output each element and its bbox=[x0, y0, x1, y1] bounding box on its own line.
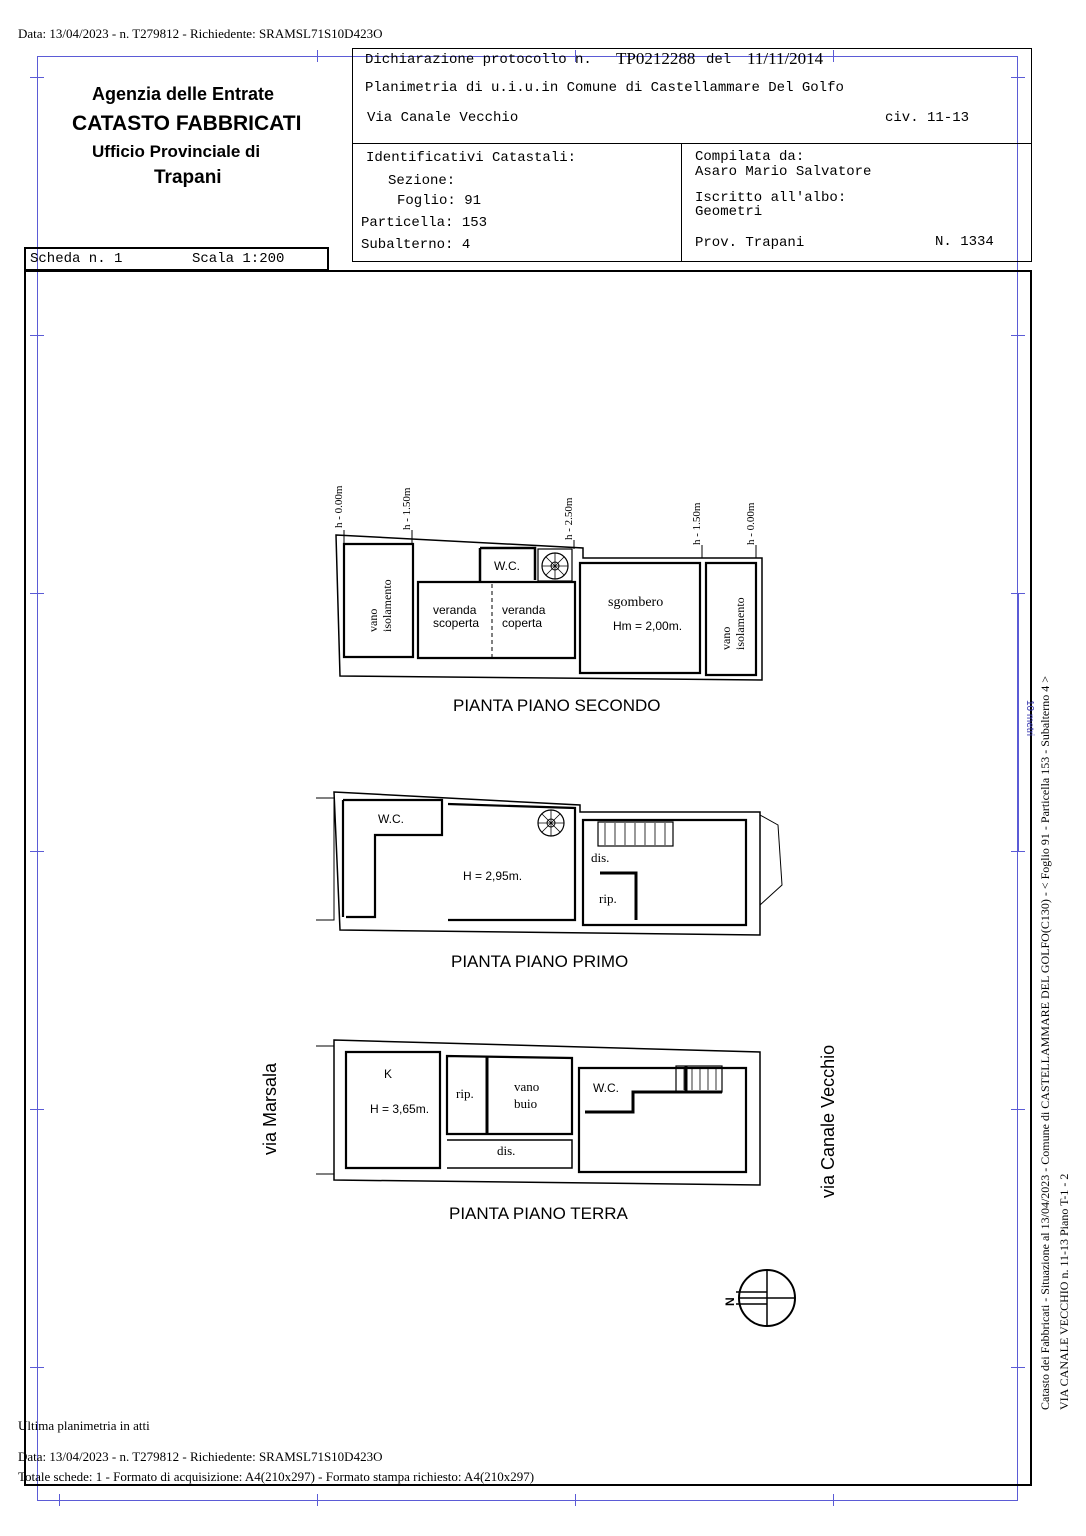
compiler-name: Asaro Mario Salvatore bbox=[695, 164, 872, 180]
side-info-line2: VIA CANALE VECCHIO n. 11-13 Piano T-1 - 2 bbox=[1057, 1173, 1071, 1410]
room-label: coperta bbox=[502, 616, 543, 630]
plan-title-primo: PIANTA PIANO PRIMO bbox=[451, 952, 629, 971]
sezione: Sezione: bbox=[388, 173, 456, 189]
room-label: rip. bbox=[456, 1086, 474, 1101]
compiled-label: Compilata da: bbox=[695, 149, 805, 165]
room-label: W.C. bbox=[494, 559, 520, 573]
register-number: N. 1334 bbox=[935, 234, 994, 250]
particella: Particella: 153 bbox=[361, 215, 488, 231]
plan-secondo-walls bbox=[336, 530, 762, 680]
declaration-label: Dichiarazione protocollo n. bbox=[365, 52, 592, 68]
scale-bar-label: 10 metri bbox=[1024, 700, 1035, 737]
room-label: isolamento bbox=[380, 579, 394, 632]
room-label: scoperta bbox=[433, 616, 480, 630]
plan-title-terra: PIANTA PIANO TERRA bbox=[449, 1204, 628, 1223]
room-label: dis. bbox=[591, 850, 610, 865]
room-label: sgombero bbox=[608, 595, 664, 610]
height-mark: h - 0.00m bbox=[333, 485, 345, 528]
ufficio-label: Ufficio Provinciale di bbox=[92, 142, 261, 161]
scheda-scale: Scala 1:200 bbox=[192, 251, 285, 267]
planimetria-line: Planimetria di u.i.u.in Comune di Castellammare Del Golfo bbox=[365, 80, 844, 96]
room-label: veranda bbox=[502, 603, 546, 617]
request-info: Data: 13/04/2023 - n. T279812 - Richiedente: SRAMSL71S10D423O bbox=[18, 26, 383, 41]
street-via-canale-vecchio: via Canale Vecchio bbox=[818, 1044, 838, 1198]
catasto-title: CATASTO FABBRICATI bbox=[72, 112, 302, 135]
height-mark: h - 1.50m bbox=[691, 502, 703, 545]
address-line: Via Canale Vecchio bbox=[367, 110, 519, 126]
room-label: dis. bbox=[497, 1143, 516, 1158]
height-mark: h - 1.50m bbox=[401, 487, 413, 530]
agency-name: Agenzia delle Entrate bbox=[92, 84, 275, 104]
room-label: vano bbox=[366, 608, 380, 632]
side-info-line1: Catasto dei Fabbricati - Situazione al 13/04/2023 - Comune di CASTELLAMMARE DEL GOLFO(C130) - < Foglio 91 - Particella 153 - Subalterno 4 > bbox=[1038, 676, 1052, 1410]
room-height: Hm = 2,00m. bbox=[613, 619, 683, 633]
north-arrow bbox=[736, 1270, 795, 1326]
room-label: buio bbox=[514, 1096, 538, 1111]
declaration-del: del bbox=[706, 52, 732, 68]
street-via-marsala: via Marsala bbox=[260, 1062, 280, 1155]
subalterno: Subalterno: 4 bbox=[361, 237, 471, 253]
identifiers-title: Identificativi Catastali: bbox=[366, 150, 577, 166]
height-mark: h - 2.50m bbox=[563, 497, 575, 540]
foglio: Foglio: 91 bbox=[397, 193, 482, 209]
room-label: isolamento bbox=[733, 597, 747, 650]
height-mark: h - 0.00m bbox=[745, 502, 757, 545]
room-label: vano bbox=[514, 1079, 540, 1094]
plan-title-secondo: PIANTA PIANO SECONDO bbox=[453, 696, 661, 715]
room-label: W.C. bbox=[378, 812, 404, 826]
ultima-planimetria: Ultima planimetria in atti bbox=[18, 1418, 150, 1433]
civic-number: civ. 11-13 bbox=[885, 110, 970, 126]
room-label: vano bbox=[719, 626, 733, 650]
scheda-number: Scheda n. 1 bbox=[30, 251, 123, 267]
room-label: W.C. bbox=[593, 1081, 619, 1095]
province: Prov. Trapani bbox=[695, 235, 805, 251]
ufficio-city: Trapani bbox=[154, 167, 222, 188]
room-label: K bbox=[384, 1067, 393, 1081]
declaration-date: 11/11/2014 bbox=[747, 49, 824, 68]
albo-name: Geometri bbox=[695, 204, 763, 220]
protocol-number: TP0212288 bbox=[616, 49, 696, 68]
room-label: rip. bbox=[599, 891, 617, 906]
room-height: H = 3,65m. bbox=[370, 1102, 430, 1116]
footer-totale: Totale schede: 1 - Formato di acquisizione: A4(210x297) - Formato stampa richiesto: A4(210x297) bbox=[18, 1469, 535, 1484]
room-label: veranda bbox=[433, 603, 477, 617]
iscritto-label: Iscritto all'albo: bbox=[695, 190, 847, 206]
room-height: H = 2,95m. bbox=[463, 869, 523, 883]
footer-request: Data: 13/04/2023 - n. T279812 - Richiedente: SRAMSL71S10D423O bbox=[18, 1449, 383, 1464]
north-label: N bbox=[723, 1297, 737, 1306]
